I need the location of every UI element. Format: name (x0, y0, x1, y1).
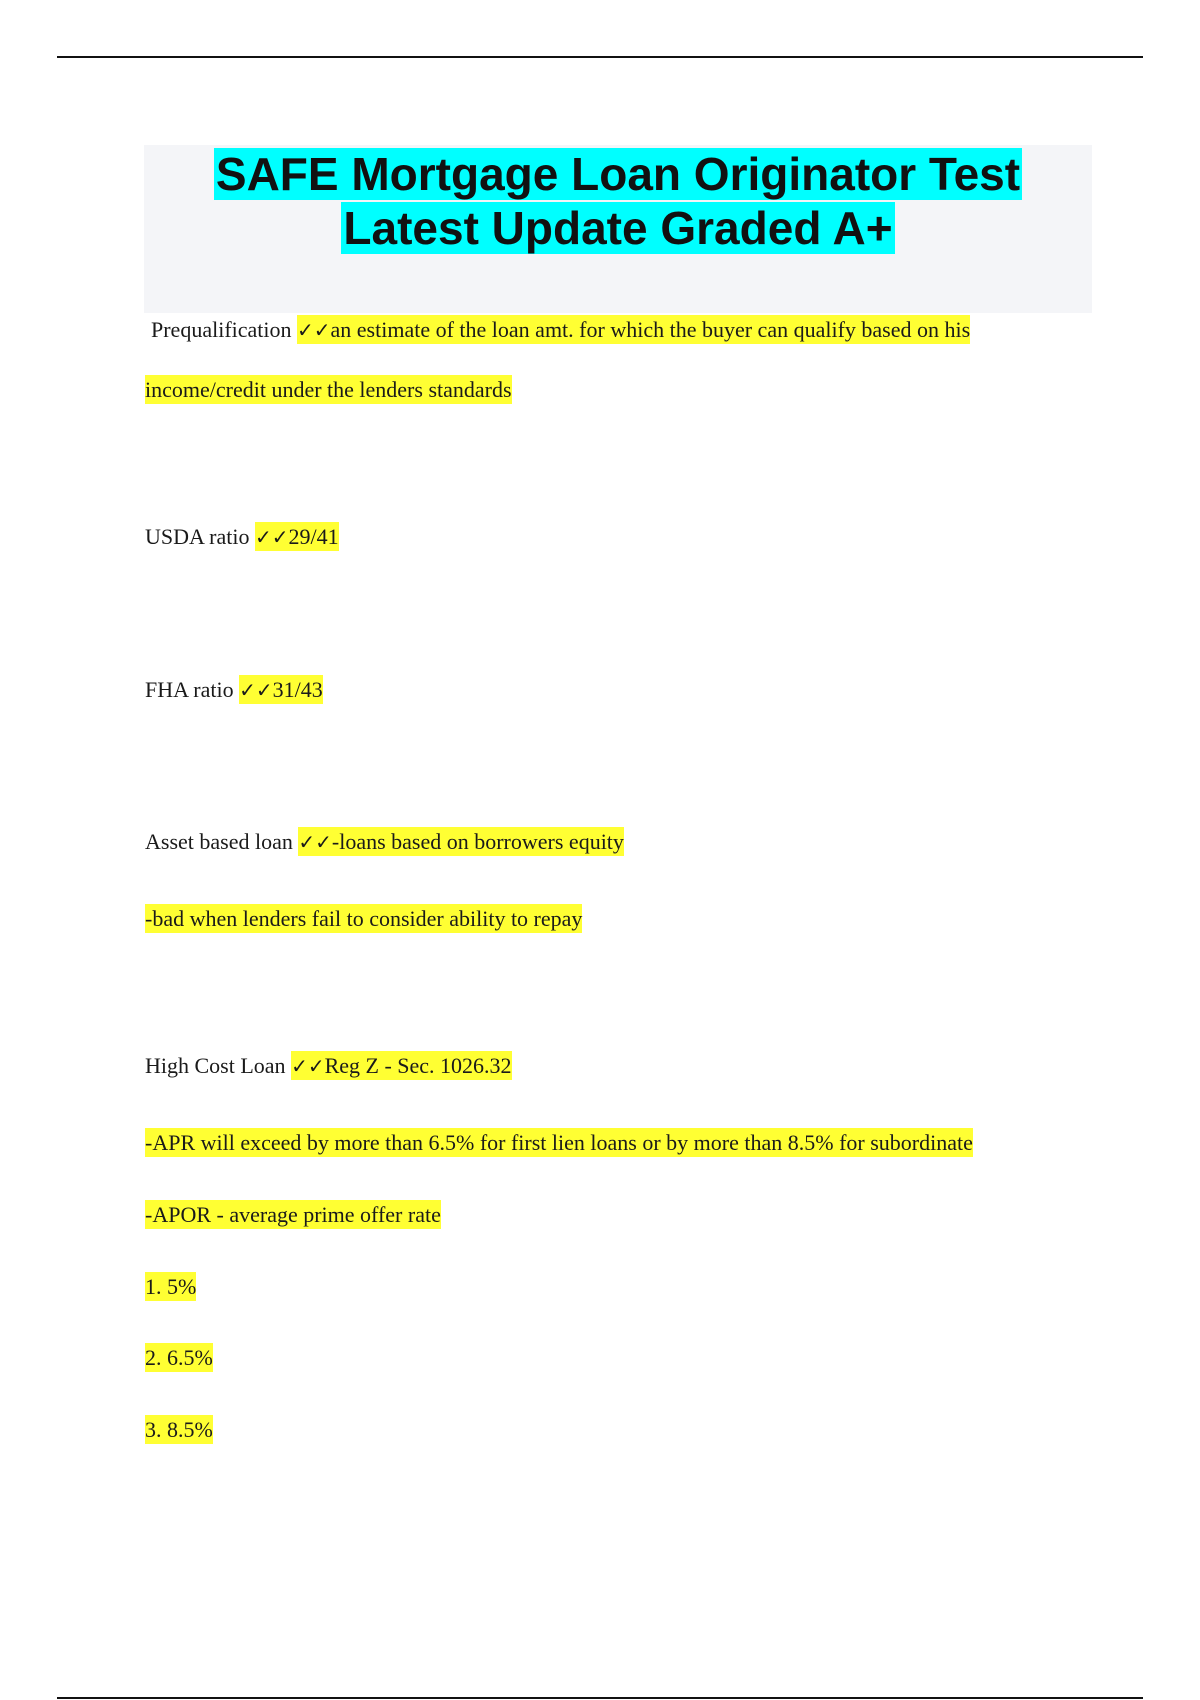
entry-term: FHA ratio (145, 677, 234, 702)
entry-high-cost-loan (145, 1051, 512, 1081)
top-rule (57, 56, 1143, 58)
entry-definition: -APR will exceed by more than 6.5% for first lien loans or by more than 8.5% for subordinate (145, 1130, 973, 1155)
entry-definition: income/credit under the lenders standards (145, 377, 512, 402)
entry-asset-based-loan-continued (145, 904, 582, 934)
check-mark-icon: ✓✓ (291, 1054, 325, 1078)
entry-asset-based-loan (145, 827, 624, 857)
entry-definition: ✓✓29/41 (255, 524, 339, 549)
entry-term: USDA ratio (145, 524, 250, 549)
list-item: 3. 8.5% (145, 1417, 213, 1442)
entry-fha-ratio (145, 675, 323, 705)
entry-definition: -APOR - average prime offer rate (145, 1202, 441, 1227)
entry-prequalification (151, 315, 970, 345)
check-mark-icon: ✓✓ (255, 525, 289, 549)
bottom-rule (57, 1697, 1143, 1699)
list-item: 1. 5% (145, 1274, 197, 1299)
entry-prequalification-continued (145, 375, 512, 405)
entry-definition: -bad when lenders fail to consider ability to repay (145, 906, 583, 931)
check-mark-icon: ✓✓ (297, 318, 331, 342)
entry-high-cost-loan-apor (145, 1200, 441, 1230)
entry-definition: ✓✓Reg Z - Sec. 1026.32 (291, 1053, 512, 1078)
entry-high-cost-loan-apr (145, 1128, 973, 1158)
entry-usda-ratio (145, 522, 339, 552)
entry-term: Prequalification (151, 317, 292, 342)
title-line-2: Latest Update Graded A+ (343, 202, 893, 254)
entry-term: Asset based loan (145, 829, 293, 854)
check-mark-icon: ✓✓ (239, 678, 273, 702)
document-title (144, 145, 1092, 313)
entry-definition: ✓✓an estimate of the loan amt. for which the buyer can qualify based on his (297, 317, 971, 342)
check-mark-icon: ✓✓ (298, 830, 332, 854)
entry-definition: ✓✓31/43 (239, 677, 323, 702)
title-line-1: SAFE Mortgage Loan Originator Test (215, 148, 1021, 200)
entry-term: High Cost Loan (145, 1053, 286, 1078)
list-item: 2. 6.5% (145, 1345, 213, 1370)
entry-definition: ✓✓-loans based on borrowers equity (298, 829, 624, 854)
